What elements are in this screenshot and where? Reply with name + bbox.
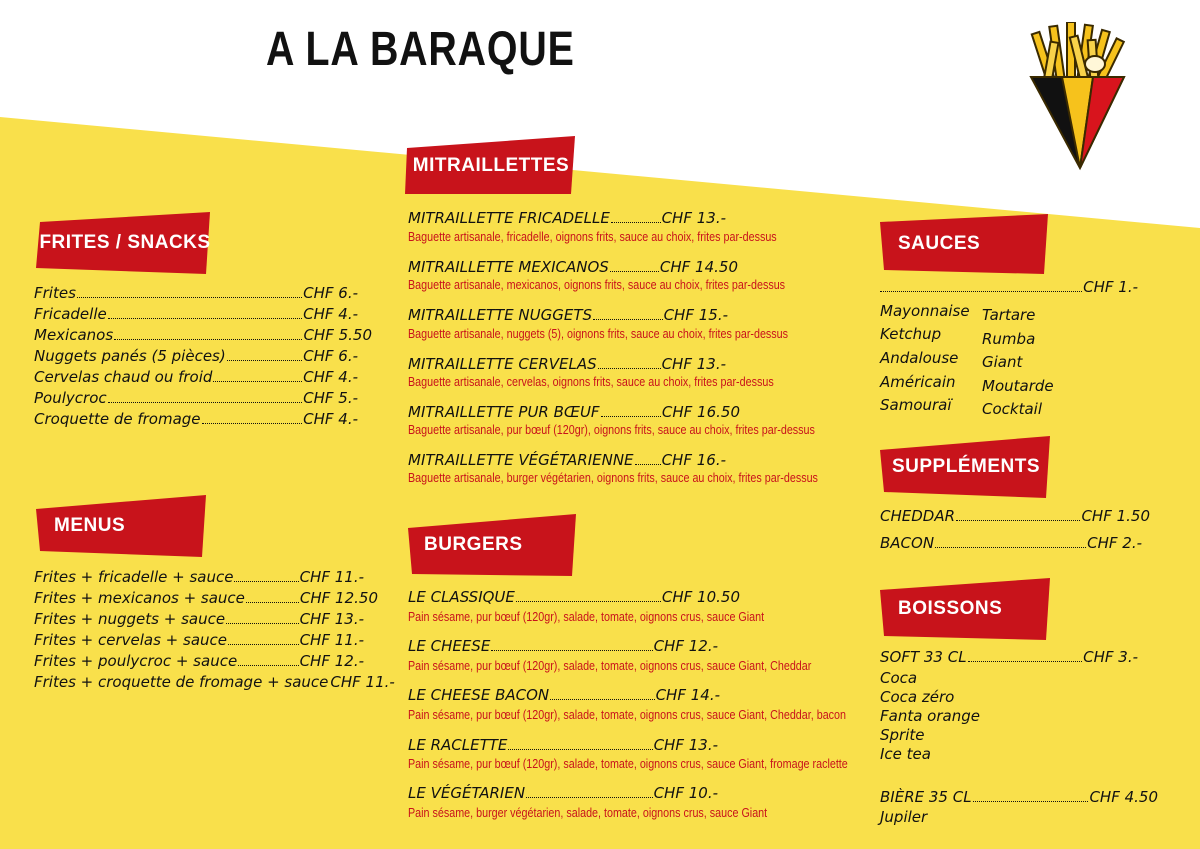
item-name: BACON: [880, 534, 935, 552]
boissons-heading: BOISSONS: [898, 598, 1003, 619]
dot-leader: [508, 749, 652, 750]
item-description: Baguette artisanale, cervelas, oignons frits, sauce au choix, frites par-dessus: [408, 375, 774, 389]
dot-leader: [550, 699, 654, 700]
dot-leader: [880, 291, 1082, 292]
list-item: [408, 635, 718, 655]
mitraillettes-heading: MITRAILLETTES: [412, 155, 570, 176]
item-price: CHF 6.-: [303, 347, 358, 365]
drink-item: Coca: [880, 669, 918, 687]
item-name: LE CHEESE: [408, 637, 491, 655]
list-item: [34, 629, 364, 649]
dot-leader: [593, 319, 663, 320]
item-description: Pain sésame, pur bœuf (120gr), salade, tomate, oignons crus, sauce Giant: [408, 610, 765, 624]
item-name: MITRAILLETTE CERVELAS: [408, 355, 597, 373]
item-price: CHF 13.-: [299, 610, 364, 628]
menus-banner: [36, 495, 210, 557]
item-name: Frites + fricadelle + sauce: [34, 568, 234, 586]
item-name: MITRAILLETTE NUGGETS: [408, 306, 593, 324]
list-item: [408, 353, 726, 373]
item-name: Frites + cervelas + sauce: [34, 631, 228, 649]
dot-leader: [227, 360, 302, 361]
list-item: [408, 207, 726, 227]
frites-snacks-banner: [36, 212, 214, 274]
sauce-item: Andalouse: [880, 349, 959, 367]
item-price: CHF 2.-: [1087, 534, 1142, 552]
dot-leader: [973, 801, 1089, 802]
item-name: Nuggets panés (5 pièces): [34, 347, 226, 365]
item-price: CHF 11.-: [330, 673, 395, 691]
list-item: [880, 532, 1142, 552]
list-item: [408, 449, 726, 469]
list-item: [34, 345, 358, 365]
list-item: [880, 646, 1138, 666]
item-name: Poulycroc: [34, 389, 107, 407]
burgers-banner: [408, 514, 578, 576]
item-name: MITRAILLETTE PUR BŒUF: [408, 403, 600, 421]
dot-leader: [108, 318, 302, 319]
dot-leader: [238, 665, 298, 666]
item-name: LE CLASSIQUE: [408, 588, 515, 606]
item-price: CHF 11.-: [299, 631, 364, 649]
list-item: [880, 786, 1158, 806]
item-price: CHF 13.-: [661, 355, 726, 373]
item-name: Frites: [34, 284, 76, 302]
item-price: CHF 12.50: [299, 589, 378, 607]
item-description: Pain sésame, burger végétarien, salade, tomate, oignons crus, sauce Giant: [408, 806, 768, 820]
item-price: CHF 14.-: [655, 686, 720, 704]
list-item: [34, 366, 358, 386]
dot-leader: [228, 644, 299, 645]
list-item: [34, 650, 364, 670]
list-item: [408, 256, 738, 276]
frites-snacks-heading: FRITES / SNACKS: [39, 232, 211, 253]
drink-item: Coca zéro: [880, 688, 955, 706]
item-price: CHF 13.-: [653, 736, 718, 754]
item-price: CHF 14.50: [659, 258, 738, 276]
dot-leader: [968, 661, 1083, 662]
item-price: CHF 5.-: [303, 389, 358, 407]
drink-item: Sprite: [880, 726, 925, 744]
item-name: LE VÉGÉTARIEN: [408, 784, 526, 802]
list-item: [408, 734, 718, 754]
item-price: CHF 4.-: [303, 305, 358, 323]
item-name: Frites + nuggets + sauce: [34, 610, 226, 628]
item-price: CHF 11.-: [299, 568, 364, 586]
list-item: [34, 671, 395, 691]
dot-leader: [226, 623, 299, 624]
sauce-price-line: [880, 276, 1138, 296]
item-price: CHF 16.50: [661, 403, 740, 421]
drink-item: Jupiler: [880, 808, 928, 826]
list-item: [408, 782, 718, 802]
item-description: Baguette artisanale, pur bœuf (120gr), oignons frits, sauce au choix, frites par-dessus: [408, 423, 815, 437]
item-name: SOFT 33 CL: [880, 648, 967, 666]
item-price: CHF 1.50: [1081, 507, 1150, 525]
list-item: [408, 304, 728, 324]
sauce-item: Américain: [880, 373, 956, 391]
drink-item: Ice tea: [880, 745, 931, 763]
item-name: LE RACLETTE: [408, 736, 508, 754]
dot-leader: [491, 650, 652, 651]
list-item: [34, 282, 358, 302]
list-item: [880, 505, 1150, 525]
supplements-heading: SUPPLÉMENTS: [891, 456, 1041, 477]
burgers-heading: BURGERS: [424, 534, 523, 555]
list-item: [34, 303, 358, 323]
item-price: CHF 10.50: [661, 588, 740, 606]
item-price: CHF 6.-: [303, 284, 358, 302]
dot-leader: [935, 547, 1086, 548]
item-price: CHF 13.-: [661, 209, 726, 227]
list-item: [34, 324, 372, 344]
item-description: Baguette artisanale, fricadelle, oignons frits, sauce au choix, frites par-dessus: [408, 230, 777, 244]
dot-leader: [526, 797, 653, 798]
mitraillettes-banner: [405, 136, 577, 196]
item-description: Pain sésame, pur bœuf (120gr), salade, tomate, oignons crus, sauce Giant, fromage raclette: [408, 757, 848, 771]
item-price: CHF 15.-: [663, 306, 728, 324]
item-name: MITRAILLETTE MEXICANOS: [408, 258, 609, 276]
sauce-item: Moutarde: [982, 377, 1054, 395]
item-price: CHF 10.-: [653, 784, 718, 802]
list-item: [34, 608, 364, 628]
item-name: LE CHEESE BACON: [408, 686, 550, 704]
list-item: [34, 566, 364, 586]
page-title: A LA BARAQUE: [266, 23, 575, 76]
list-item: [408, 586, 740, 606]
item-name: Frites + mexicanos + sauce: [34, 589, 245, 607]
dot-leader: [601, 416, 661, 417]
item-name: Croquette de fromage: [34, 410, 201, 428]
item-name: BIÈRE 35 CL: [880, 788, 972, 806]
item-price: CHF 5.50: [303, 326, 372, 344]
item-name: Frites + poulycroc + sauce: [34, 652, 238, 670]
list-item: [408, 684, 720, 704]
dot-leader: [77, 297, 302, 298]
item-price: CHF 12.-: [653, 637, 718, 655]
item-price: CHF 1.-: [1083, 278, 1138, 296]
dot-leader: [114, 339, 302, 340]
item-name: Mexicanos: [34, 326, 114, 344]
sauce-item: Mayonnaise: [880, 302, 970, 320]
dot-leader: [611, 222, 661, 223]
dot-leader: [635, 464, 661, 465]
sauces-banner: [880, 214, 1050, 274]
dot-leader: [598, 368, 661, 369]
item-price: CHF 12.-: [299, 652, 364, 670]
sauce-item: Ketchup: [880, 325, 942, 343]
sauce-item: Rumba: [982, 330, 1036, 348]
item-name: MITRAILLETTE VÉGÉTARIENNE: [408, 451, 634, 469]
item-price: CHF 3.-: [1083, 648, 1138, 666]
list-item: [408, 401, 740, 421]
list-item: [34, 408, 358, 428]
item-description: Baguette artisanale, burger végétarien, oignons frits, sauce au choix, frites par-dessus: [408, 471, 818, 485]
sauces-heading: SAUCES: [898, 233, 981, 254]
dot-leader: [610, 271, 659, 272]
item-price: CHF 4.-: [303, 368, 358, 386]
item-name: Fricadelle: [34, 305, 107, 323]
supplements-banner: [880, 436, 1052, 498]
item-price: CHF 4.-: [303, 410, 358, 428]
item-name: MITRAILLETTE FRICADELLE: [408, 209, 610, 227]
dot-leader: [234, 581, 298, 582]
item-name: Frites + croquette de fromage + sauce: [34, 673, 329, 691]
dot-leader: [246, 602, 299, 603]
item-description: Pain sésame, pur bœuf (120gr), salade, tomate, oignons crus, sauce Giant, Cheddar, bacon: [408, 708, 847, 722]
dot-leader: [516, 601, 661, 602]
sauce-item: Samouraï: [880, 396, 952, 414]
belgian-fries-cone-icon: [1025, 22, 1130, 172]
sauce-item: Tartare: [982, 306, 1036, 324]
dot-leader: [956, 520, 1080, 521]
dot-leader: [202, 423, 303, 424]
list-item: [34, 587, 378, 607]
item-name: CHEDDAR: [880, 507, 956, 525]
dot-leader: [108, 402, 303, 403]
sauce-item: Giant: [982, 353, 1023, 371]
item-description: Baguette artisanale, mexicanos, oignons frits, sauce au choix, frites par-dessus: [408, 278, 786, 292]
list-item: [34, 387, 358, 407]
item-name: Cervelas chaud ou froid: [34, 368, 213, 386]
drink-item: Fanta orange: [880, 707, 980, 725]
sauce-item: Cocktail: [982, 400, 1042, 418]
dot-leader: [213, 381, 302, 382]
item-description: Baguette artisanale, nuggets (5), oignons frits, sauce au choix, frites par-dessus: [408, 327, 789, 341]
boissons-banner: [880, 578, 1052, 640]
menus-heading: MENUS: [54, 515, 126, 536]
item-price: CHF 4.50: [1089, 788, 1158, 806]
item-price: CHF 16.-: [661, 451, 726, 469]
item-description: Pain sésame, pur bœuf (120gr), salade, tomate, oignons crus, sauce Giant, Cheddar: [408, 659, 812, 673]
